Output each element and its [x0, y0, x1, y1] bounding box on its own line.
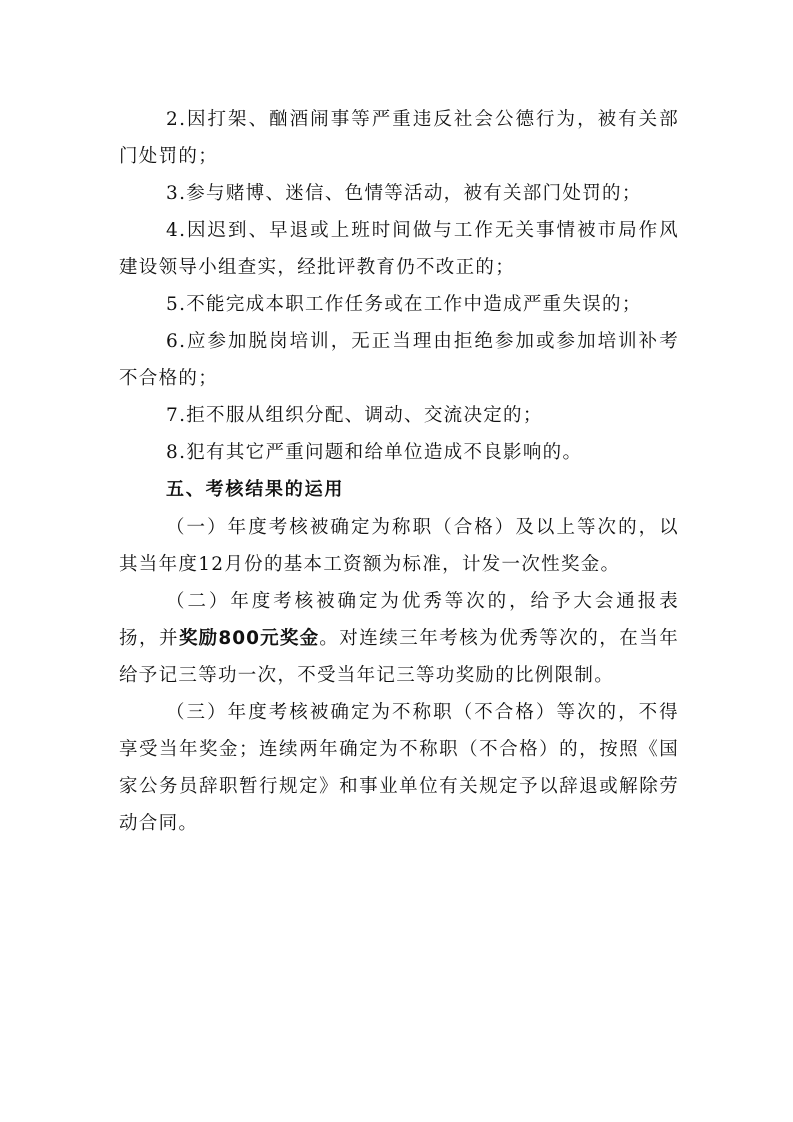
result-paragraph-2-tail-text: 。对连续三年考核为优秀等次的，在当年给予记三等功一次，不受当年记三等功奖励的比例限制。	[119, 628, 679, 686]
result-paragraph-3: （三）年度考核被确定为不称职（不合格）等次的，不得享受当年奖金；连续两年确定为不称职（不合格）的，按照《国家公务员辞职暂行规定》和事业单位有关规定予以辞退或解除劳动合同。	[119, 702, 679, 834]
item-8-paragraph: 8.犯有其它严重问题和给单位造成不良影响的。	[166, 442, 583, 463]
item-5-paragraph: 5.不能完成本职工作任务或在工作中造成严重失误的；	[166, 294, 642, 315]
section-heading: 五、考核结果的运用	[166, 479, 345, 500]
item-7-paragraph: 7.拒不服从组织分配、调动、交流决定的；	[166, 405, 543, 426]
item-6-paragraph: 6.应参加脱岗培训，无正当理由拒绝参加或参加培训补考不合格的；	[119, 331, 679, 389]
result-paragraph-1: （一）年度考核被确定为称职（合格）及以上等次的，以其当年度12月份的基本工资额为标准，计发一次性奖金。	[119, 517, 679, 575]
item-2-paragraph: 2.因打架、酗酒闹事等严重违反社会公德行为，被有关部门处罚的；	[119, 109, 679, 167]
result-paragraph-2-lead-text: （二）年度考核被确定为优秀等次的，给予大会通报表扬，并	[119, 591, 679, 649]
item-4-paragraph: 4.因迟到、早退或上班时间做与工作无关事情被市局作风建设领导小组查实，经批评教育仍不改正的；	[119, 220, 679, 278]
document-body	[119, 101, 679, 842]
item-3-paragraph: 3.参与赌博、迷信、色情等活动，被有关部门处罚的；	[166, 183, 642, 204]
result-paragraph-2	[119, 583, 679, 694]
bonus-emphasis-text: 奖励800元奖金	[178, 628, 320, 649]
